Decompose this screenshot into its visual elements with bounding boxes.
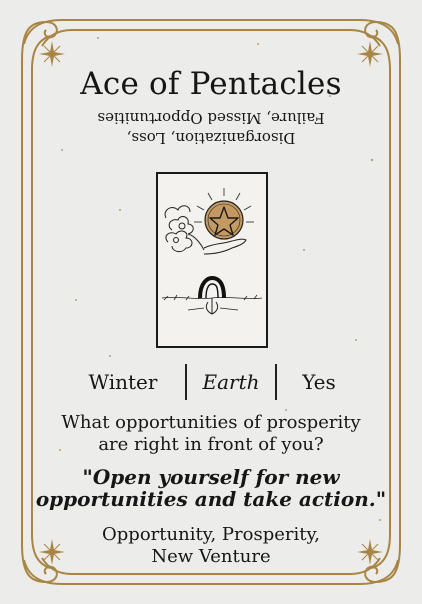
sparkle-star-icon [38,40,66,68]
question-line: are right in front of you? [98,434,324,455]
reflection-question [0,412,422,456]
divider [275,364,277,400]
quote-line: opportunities and take action." [35,487,387,511]
question-line: What opportunities of prosperity [61,412,361,433]
quote-line: "Open yourself for new [82,465,340,489]
season-label: Winter [88,370,158,394]
pentacle-coin-icon [205,201,243,239]
keywords-line: Opportunity, Prosperity, [102,524,320,545]
card-attributes [0,364,422,400]
card-illustration [156,172,268,348]
illustration-drawing [158,174,266,346]
reversed-meaning-line: Failure, Missed Opportunities [97,109,325,127]
divider [185,364,187,400]
cloud-icon [165,206,204,252]
sparkle-star-icon [356,40,384,68]
affirmation-quote [0,466,422,510]
hand-icon [204,239,246,254]
card-title: Ace of Pentacles [80,66,342,102]
reversed-meaning [0,108,422,148]
tree-arch-icon [188,278,238,314]
keywords-line: New Venture [151,546,271,567]
element-label: Earth [202,370,260,394]
reversed-meaning-line: Disorganization, Loss, [126,129,296,147]
upright-keywords [0,524,422,568]
yes-no-answer: Yes [302,370,336,394]
